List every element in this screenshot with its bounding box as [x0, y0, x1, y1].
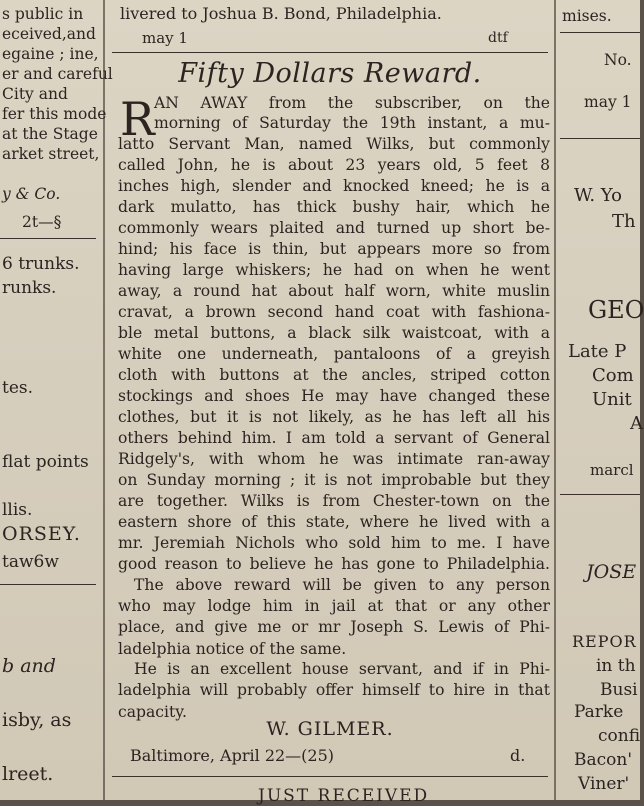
ad-title: Fifty Dollars Reward. [178, 58, 482, 89]
right-text: No. [604, 51, 632, 69]
right-column [560, 0, 644, 800]
left-text: llis. [2, 500, 33, 520]
left-text: City and [2, 85, 68, 103]
signature: W. GILMER. [266, 718, 394, 740]
left-text: lreet. [2, 763, 54, 785]
right-text: W. Yo [574, 185, 622, 206]
next-heading-partial: JUST RECEIVED [258, 786, 430, 806]
right-text: GEO [588, 296, 644, 324]
left-text: arket street, [2, 145, 100, 163]
right-text: Com [592, 365, 634, 386]
ad-body-line: white one underneath, pantaloons of a greyish [118, 345, 550, 363]
date-right: dtf [488, 30, 508, 46]
right-text: Late P [568, 341, 627, 362]
ad-body-line: having large whiskers; he had on when he went [118, 261, 550, 279]
ad-body-line: dark mulatto, has thick bushy hair, which he [118, 198, 550, 216]
right-text: mises. [562, 7, 612, 25]
ad-body-line: cravat, a brown second hand coat with fashiona- [118, 303, 550, 321]
right-text: JOSE [586, 561, 637, 583]
right-text: may 1 [584, 93, 632, 111]
left-text: fer this mode [2, 105, 107, 123]
left-text: at the Stage [2, 125, 98, 143]
left-text: tes. [2, 378, 34, 398]
right-text: Viner' [578, 774, 630, 794]
ad-body-line: stockings and shoes He may have changed these [118, 387, 550, 405]
left-text: 6 trunks. [2, 254, 80, 274]
ad-body-line: He is an excellent house servant, and if in Phi- [134, 660, 550, 678]
right-text: marcl [590, 461, 634, 479]
ad-body-line: latto Servant Man, named Wilks, but commonly [118, 135, 550, 153]
ad-body-line: called John, he is about 23 years old, 5 feet 8 [118, 156, 550, 174]
ad-body-line: capacity. [118, 703, 187, 721]
ad-body-line: others behind him. I am told a servant of General [118, 429, 550, 447]
footer-rule [112, 776, 548, 777]
ad-body-line: morning of Saturday the 19th instant, a mu- [154, 114, 550, 132]
ad-body-line: clothes, but it is not likely, as he has left all his [118, 408, 550, 426]
ad-body-line: ladelphia will probably offer himself to hire in that [118, 681, 550, 699]
right-text: in th [596, 656, 636, 676]
right-divider [560, 32, 640, 33]
right-divider [560, 494, 640, 495]
dateline-mark: d. [510, 746, 526, 765]
left-text: ORSEY. [2, 523, 81, 545]
left-text: egaine ; ine, [2, 45, 99, 63]
right-text: Th [612, 211, 636, 232]
left-text: taw6w [2, 552, 59, 572]
right-text: A [630, 413, 643, 434]
left-column [0, 0, 113, 800]
date-left: may 1 [142, 29, 188, 47]
left-text: b and [2, 655, 56, 677]
left-text: eceived,and [2, 25, 96, 43]
ad-body-line: cloth with buttons at the ancles, striped cotton [118, 366, 550, 384]
ad-body-line: eastern shore of this state, where he lived with a [118, 513, 550, 531]
top-line: livered to Joshua B. Bond, Philadelphia. [120, 4, 442, 23]
left-text: er and careful [2, 65, 113, 83]
ad-body-line: Ridgely's, with whom he was intimate ran-away [118, 450, 550, 468]
dateline: Baltimore, April 22—(25) [130, 746, 335, 765]
ad-body-line: mr. Jeremiah Nichols who sold him to me. I have [118, 534, 550, 552]
left-text: flat points [2, 452, 89, 472]
left-divider [0, 238, 96, 239]
header-rule [112, 52, 548, 53]
ad-body-line: ble metal buttons, a black silk waistcoat, with a [118, 324, 550, 342]
ad-body-line: The above reward will be given to any person [134, 576, 550, 594]
left-text: y & Co. [2, 185, 61, 203]
left-text: s public in [2, 5, 84, 23]
ad-body-line: hind; his face is thin, but appears more so from [118, 240, 550, 258]
column-rule-right [554, 0, 556, 800]
ad-body-line: on Sunday morning ; it is not improbable but they [118, 471, 550, 489]
ad-body-line: away, a round hat about half worn, white muslin [118, 282, 550, 300]
advertisement-column [108, 0, 552, 806]
right-text: Busi [600, 680, 638, 700]
ad-body-line: AN AWAY from the subscriber, on the [154, 94, 550, 112]
left-text: 2t—§ [22, 213, 62, 231]
ad-body-line: inches high, slender and knocked kneed; he is a [118, 177, 550, 195]
right-text: Bacon' [574, 750, 633, 770]
ad-body-line: place, and give me or mr Joseph S. Lewis of Phi- [118, 618, 550, 636]
right-text: Parke [574, 702, 624, 722]
ad-body-line: are together. Wilks is from Chester-town on the [118, 492, 550, 510]
right-text: confi [598, 726, 641, 746]
right-text: Unit [592, 389, 632, 410]
left-divider [0, 584, 96, 585]
ad-body-line: who may lodge him in jail at that or any other [118, 597, 550, 615]
dropcap-letter: R [120, 92, 155, 146]
left-text: isby, as [2, 709, 72, 731]
ad-body-line: ladelphia notice of the same. [118, 640, 347, 658]
ad-body-line: good reason to believe he has gone to Philadelphia. [118, 555, 550, 573]
left-text: runks. [2, 278, 57, 298]
right-text: REPOR [572, 632, 637, 651]
right-divider [560, 138, 640, 139]
ad-body-line: commonly wears plaited and turned up short be- [118, 219, 550, 237]
